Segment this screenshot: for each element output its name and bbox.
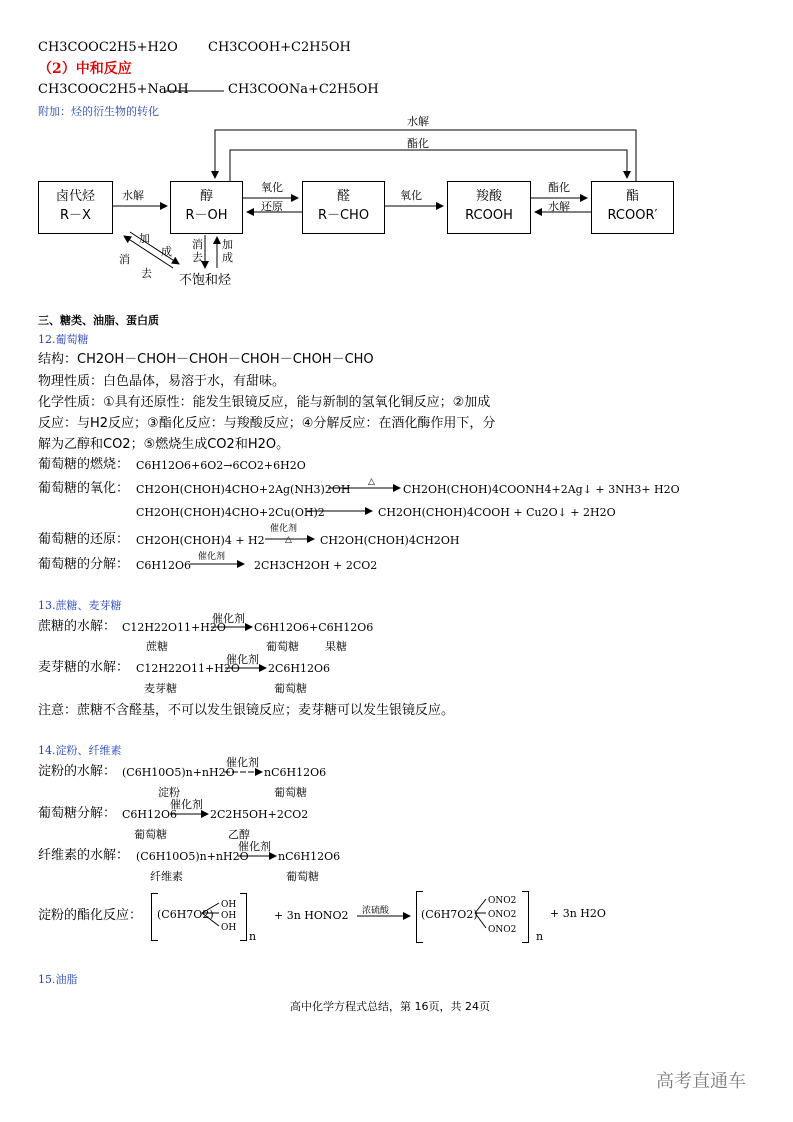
acid-name: 羧酸	[475, 189, 502, 204]
ester-label: 淀粉的酯化反应：	[38, 908, 143, 923]
label-hydrolysis: 水解	[548, 200, 570, 213]
sub-glucose-3: 葡萄糖	[274, 786, 307, 799]
label-elim-v2: 去	[192, 251, 203, 264]
decomp-left: C6H12O6	[136, 559, 192, 572]
catalyst-gdecomp: 催化剂	[170, 798, 203, 811]
oxidation-label: 葡萄糖的氧化：	[38, 481, 130, 496]
cellulose-label: 纤维素的水解：	[38, 848, 130, 863]
ono2-3: ONO2	[488, 925, 517, 935]
oh-3: OH	[221, 923, 237, 933]
appendix-label-text: 附加：	[38, 105, 71, 118]
conc-h2so4: 浓硫酸	[362, 906, 390, 916]
maltose-label: 麦芽糖的水解：	[38, 660, 130, 675]
aldehyde-name: 醛	[336, 189, 350, 204]
sub-glucose: 葡萄糖	[266, 640, 299, 653]
label-esterify: 酯化	[548, 181, 570, 194]
n-subscript-1: n	[249, 930, 257, 943]
ono2-2: ONO2	[488, 910, 517, 920]
label-halide-hydrolysis: 水解	[122, 189, 144, 202]
heat-symbol-1: △	[368, 477, 375, 487]
aldehyde-formula: R－CHO	[317, 208, 370, 223]
label-elim-1: 消	[119, 253, 130, 266]
catalyst-sucrose: 催化剂	[212, 612, 245, 625]
section3-title: 三、糖类、油脂、蛋白质	[38, 314, 159, 327]
ester-name: 酯	[625, 189, 639, 204]
label-add-v1: 加	[222, 238, 233, 251]
box-halide	[38, 181, 113, 234]
halide-name: 卤代烃	[55, 189, 95, 204]
glucose-structure: 结构：CH2OH－CHOH－CHOH－CHOH－CHOH－CHO	[38, 352, 374, 367]
sucrose-left: C12H22O11+H2O	[122, 621, 226, 634]
label-oxidation-2: 氧化	[400, 189, 422, 202]
box-aldehyde	[302, 181, 385, 234]
ester-hydrolysis-left: CH3COOC2H5+H2O	[38, 40, 178, 55]
watermark: 高考直通车	[656, 1071, 746, 1092]
ono2-1: ONO2	[488, 896, 517, 906]
page-footer: 高中化学方程式总结，第 16页，共 24页	[290, 1000, 490, 1013]
sucrose-label: 蔗糖的水解：	[38, 619, 117, 634]
appendix-text: 烃的衍生物的转化	[71, 105, 159, 118]
reduction-label: 葡萄糖的还原：	[38, 532, 130, 547]
label-elim-v1: 消	[192, 238, 203, 251]
catalyst-decomp: 催化剂	[198, 552, 226, 562]
glucose-chem-3: 解为乙醇和CO2；⑤燃烧生成CO2和H2O。	[38, 437, 290, 452]
oxidation-1-right: CH2OH(CHOH)4COONH4+2Ag↓ + 3NH3+ H2O	[403, 483, 680, 496]
label-add-1: 加	[139, 232, 150, 245]
n-subscript-2: n	[536, 930, 544, 943]
ester-core-right: (C6H7O2)	[421, 908, 478, 921]
gdecomp-right: 2C2H5OH+2CO2	[210, 808, 309, 821]
decomp-right: 2CH3CH2OH + 2CO2	[254, 559, 378, 572]
ester-core-left: (C6H7O2)	[157, 908, 214, 921]
glucose-title: 12.葡萄糖	[38, 333, 89, 346]
saponification-right: CH3COONa+C2H5OH	[228, 82, 379, 97]
catalyst-maltose: 催化剂	[226, 653, 259, 666]
box-ester	[591, 181, 674, 234]
label-reduction: 还原	[261, 200, 283, 213]
label-add-v2: 成	[222, 251, 233, 264]
label-unsaturated: 不饱和烃	[179, 273, 232, 288]
label-add-2: 成	[161, 245, 172, 258]
label-elim-2: 去	[141, 267, 152, 280]
glucose-chem-2: 反应：与H2反应；③酯化反应：与羧酸反应；④分解反应：在酒化酶作用下，分	[38, 416, 496, 431]
sub-fructose: 果糖	[325, 640, 347, 653]
cellulose-left: (C6H10O5)n+nH2O	[136, 850, 249, 863]
label-oxidation-1: 氧化	[261, 181, 283, 194]
sucrose-title: 13.蔗糖、麦芽糖	[38, 599, 122, 612]
gdecomp-label: 葡萄糖分解：	[38, 806, 117, 821]
saponification-left: CH3COOC2H5+NaOH	[38, 82, 189, 97]
bracket-right-2	[522, 891, 529, 943]
sub-glucose-2: 葡萄糖	[274, 682, 307, 695]
combustion-eq: C6H12O6+6O2→6CO2+6H2O	[136, 459, 306, 472]
maltose-left: C12H22O11+H2O	[136, 662, 240, 675]
halide-formula: R－X	[60, 208, 91, 223]
oh-2: OH	[221, 911, 237, 921]
starch-title: 14.淀粉、纤维素	[38, 744, 122, 757]
plus-hono2: + 3n HONO2	[274, 909, 349, 922]
alcohol-formula: R－OH	[185, 208, 228, 223]
fat-title: 15.油脂	[38, 973, 78, 986]
catalyst-starch: 催化剂	[226, 756, 259, 769]
combustion-label: 葡萄糖的燃烧：	[38, 457, 130, 472]
sub-cellulose: 纤维素	[150, 870, 183, 883]
oxidation-2-left: CH2OH(CHOH)4CHO+2Cu(OH)2	[136, 506, 325, 519]
gdecomp-left: C6H12O6	[122, 808, 178, 821]
maltose-right: 2C6H12O6	[268, 662, 331, 675]
sub-starch: 淀粉	[158, 786, 180, 799]
reduction-right: CH2OH(CHOH)4CH2OH	[320, 534, 460, 547]
ester-hydrolysis-right: CH3COOH+C2H5OH	[208, 40, 351, 55]
starch-left: (C6H10O5)n+nH2O	[122, 766, 235, 779]
alcohol-name: 醇	[199, 189, 213, 204]
sub-ethanol: 乙醇	[228, 828, 250, 841]
glucose-physical: 物理性质：白色晶体，易溶于水，有甜味。	[38, 374, 286, 389]
heat-symbol-2: △	[285, 535, 292, 545]
ester-formula: RCOOR′	[607, 208, 658, 223]
oxidation-1-left: CH2OH(CHOH)4CHO+2Ag(NH3)2OH	[136, 483, 351, 496]
note: 注意：蔗糖不含醛基，不可以发生银镜反应；麦芽糖可以发生银镜反应。	[38, 703, 455, 718]
box-acid	[447, 181, 531, 234]
catalyst-cellulose: 催化剂	[238, 840, 271, 853]
starch-right: nC6H12O6	[264, 766, 327, 779]
sub-sucrose: 蔗糖	[146, 640, 168, 653]
section-neutralization-title: （2）中和反应	[38, 61, 132, 77]
label-hydrolysis-top: 水解	[407, 115, 429, 128]
decomp-label: 葡萄糖的分解：	[38, 557, 130, 572]
sub-maltose: 麦芽糖	[144, 682, 177, 695]
sucrose-right: C6H12O6+C6H12O6	[254, 621, 374, 634]
oh-1: OH	[221, 900, 237, 910]
catalyst-reduction: 催化剂	[270, 524, 298, 534]
sub-glucose-5: 葡萄糖	[286, 870, 319, 883]
label-esterify-top: 酯化	[407, 137, 429, 150]
cellulose-right: nC6H12O6	[278, 850, 341, 863]
glucose-chem-1: 化学性质：①具有还原性：能发生银镜反应，能与新制的氢氧化铜反应；②加成	[38, 395, 491, 410]
starch-label: 淀粉的水解：	[38, 764, 117, 779]
box-alcohol	[170, 181, 243, 234]
oxidation-2-right: CH2OH(CHOH)4COOH + Cu2O↓ + 2H2O	[378, 506, 616, 519]
bracket-right-1	[240, 893, 247, 941]
plus-h2o: + 3n H2O	[550, 907, 606, 920]
acid-formula: RCOOH	[465, 208, 513, 223]
sub-glucose-4: 葡萄糖	[134, 828, 167, 841]
esterify-loop-arrow	[230, 150, 627, 181]
reduction-left: CH2OH(CHOH)4 + H2	[136, 534, 265, 547]
